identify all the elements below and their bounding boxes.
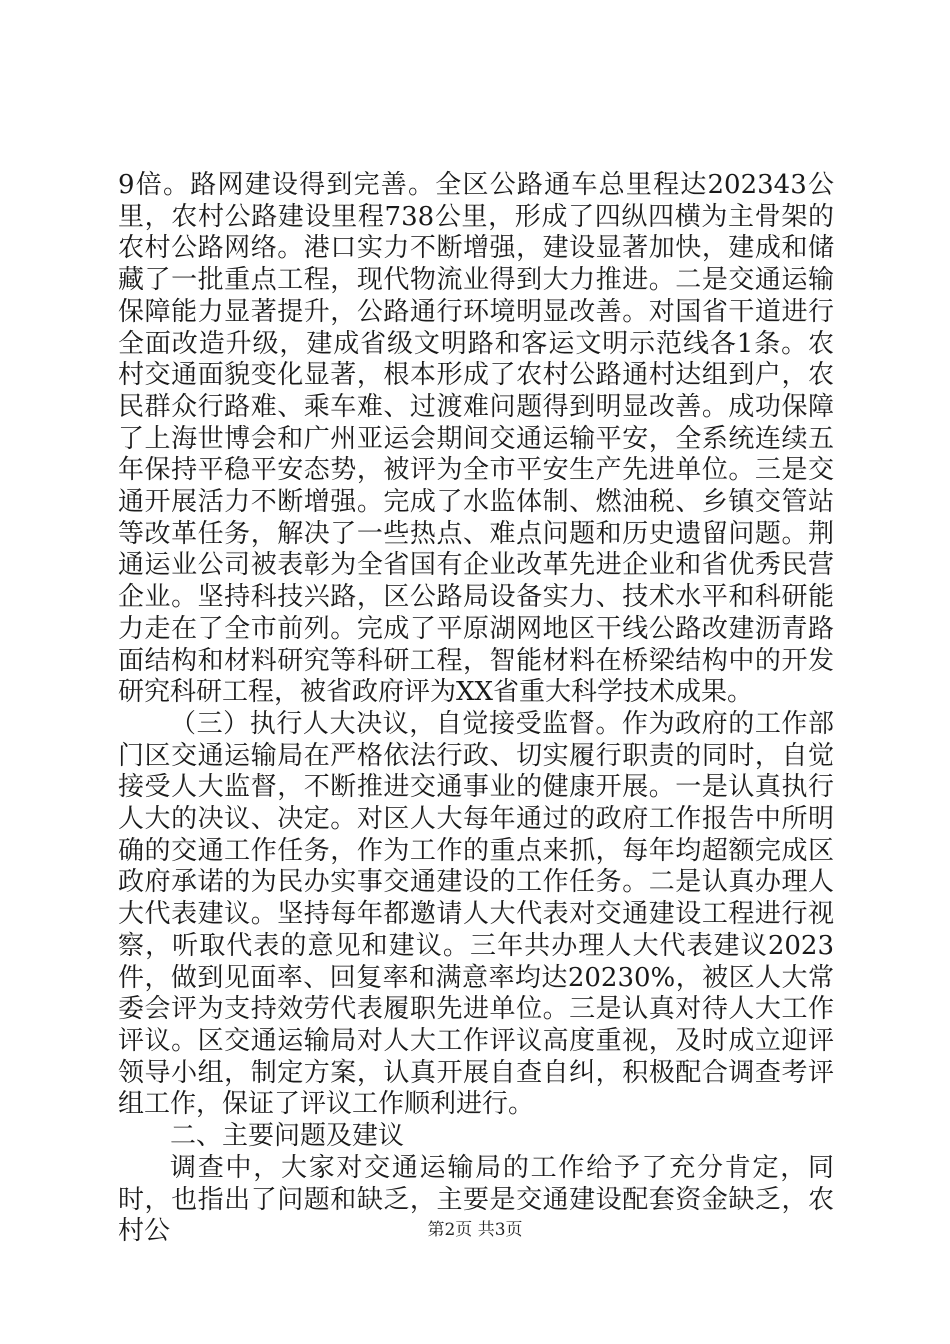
document-body [118,170,834,1248]
section-heading-problems: 二、主要问题及建议 [170,1121,405,1152]
page-number-footer: 第2页 共3页 [427,1220,523,1240]
paragraph-investigation: 调查中，大家对交通运输局的工作给予了充分肯定，同时，也指出了问题和缺乏，主要是交通建设配套资金缺乏，农村公 [118,1152,834,1247]
paragraph-road-network: 9倍。路网建设得到完善。全区公路通车总里程达202343公里，农村公路建设里程738公里，形成了四纵四横为主骨架的农村公路网络。港口实力不断增强，建设显著加快，建成和储藏了一批重点工程，现代物流业得到大力推进。二是交通运输保障能力显著提升，公路通行环境明显改善。对国省干道进行全面改造升级，建成省级文明路和客运文明示范线各1条。农村交通面貌变化显著，根本形成了农村公路通村达组到户，农民群众行路难、乘车难、过渡难问题得到明显改善。成功保障了上海世博会和广州亚运会期间交通运输平安，全系统连续五年保持平稳平安态势，被评为全市平安生产先进单位。三是交通开展活力不断增强。完成了水监体制、燃油税、乡镇交管站等改革任务，解决了一些热点、难点问题和历史遗留问题。荆通运业公司被表彰为全省国有企业改革先进企业和省优秀民营企业。坚持科技兴路，区公路局设备实力、技术水平和科研能力走在了全市前列。完成了平原湖网地区干线公路改建沥青路面结构和材料研究等科研工程，智能材料在桥梁结构中的开发研究科研工程，被省政府评为XX省重大科学技术成果。 [118,170,834,708]
paragraph-npc-supervision: （三）执行人大决议，自觉接受监督。作为政府的工作部门区交通运输局在严格依法行政、切实履行职责的同时，自觉接受人大监督，不断推进交通事业的健康开展。一是认真执行人大的决议、决定。对区人大每年通过的政府工作报告中所明确的交通工作任务，作为工作的重点来抓，每年均超额完成区政府承诺的为民办实事交通建设的工作任务。二是认真办理人大代表建议。坚持每年都邀请人大代表对交通建设工程进行视察，听取代表的意见和建议。三年共办理人大代表建议2023件，做到见面率、回复率和满意率均达20230%，被区人大常委会评为支持效劳代表履职先进单位。三是认真对待人大工作评议。区交通运输局对人大工作评议高度重视，及时成立迎评领导小组，制定方案，认真开展自查自纠，积极配合调查考评组工作，保证了评议工作顺利进行。 [118,708,834,1120]
